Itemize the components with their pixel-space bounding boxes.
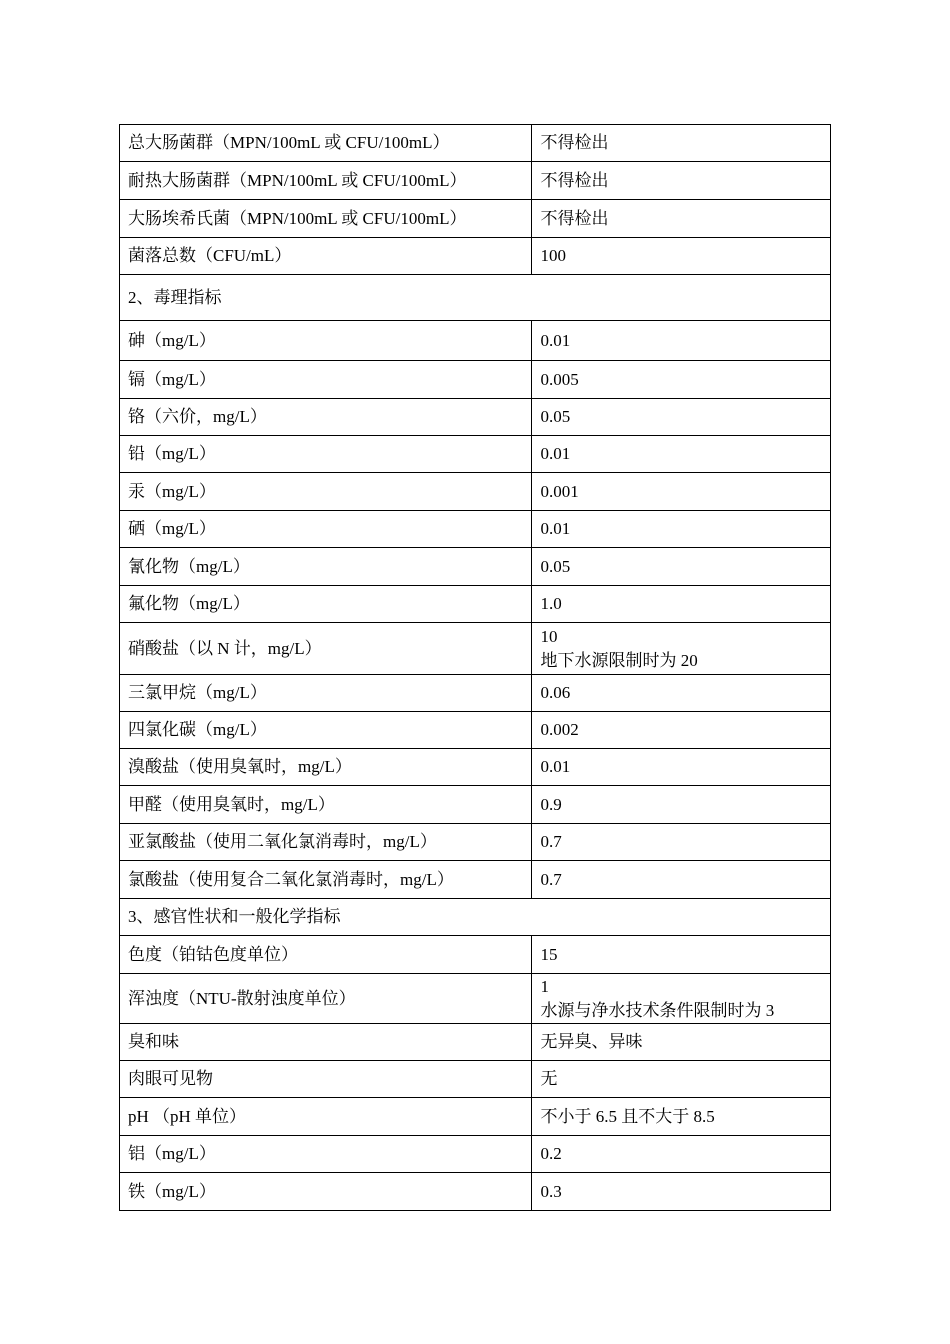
limit-value: 0.7: [532, 824, 831, 861]
limit-value: 0.01: [532, 321, 831, 361]
indicator-name: 浑浊度（NTU-散射浊度单位）: [120, 974, 532, 1024]
indicator-name: 甲醛（使用臭氧时，mg/L）: [120, 786, 532, 824]
table-row: [120, 974, 831, 1024]
section-row: [120, 899, 831, 936]
indicator-name: 硒（mg/L）: [120, 511, 532, 548]
table-row: [120, 586, 831, 623]
indicator-name: 镉（mg/L）: [120, 361, 532, 399]
indicator-name: 三氯甲烷（mg/L）: [120, 675, 532, 712]
table-row: [120, 1098, 831, 1136]
indicator-name: 大肠埃希氏菌（MPN/100mL 或 CFU/100mL）: [120, 200, 532, 238]
limit-value: 0.002: [532, 712, 831, 749]
limit-value: 0.05: [532, 548, 831, 586]
indicator-name: pH （pH 单位）: [120, 1098, 532, 1136]
limit-value-note: 地下水源限制时为 20: [540, 650, 698, 670]
section-title: 3、感官性状和一般化学指标: [120, 899, 831, 936]
limit-value: 0.05: [532, 399, 831, 436]
indicator-name: 砷（mg/L）: [120, 321, 532, 361]
table-row: [120, 321, 831, 361]
limit-value: 无异臭、异味: [532, 1024, 831, 1061]
water-quality-standard-table: [119, 124, 831, 1211]
table-row: [120, 473, 831, 511]
limit-value: 0.3: [532, 1173, 831, 1211]
indicator-name: 耐热大肠菌群（MPN/100mL 或 CFU/100mL）: [120, 162, 532, 200]
table-row: [120, 548, 831, 586]
limit-value: 0.7: [532, 861, 831, 899]
section-title: 2、毒理指标: [120, 275, 831, 321]
limit-value: 0.2: [532, 1136, 831, 1173]
limit-value: 0.001: [532, 473, 831, 511]
limit-value: 0.06: [532, 675, 831, 712]
indicator-name: 铬（六价，mg/L）: [120, 399, 532, 436]
table-row: [120, 200, 831, 238]
limit-value: 100: [532, 238, 831, 275]
limit-value: 1.0: [532, 586, 831, 623]
indicator-name: 汞（mg/L）: [120, 473, 532, 511]
table-row: [120, 361, 831, 399]
limit-value: 15: [532, 936, 831, 974]
table-row: [120, 824, 831, 861]
limit-value: 0.9: [532, 786, 831, 824]
section-row: [120, 275, 831, 321]
table-row: [120, 125, 831, 162]
table-row: [120, 712, 831, 749]
indicator-name: 铅（mg/L）: [120, 436, 532, 473]
indicator-name: 总大肠菌群（MPN/100mL 或 CFU/100mL）: [120, 125, 532, 162]
limit-value: [532, 623, 831, 675]
indicator-name: 氯酸盐（使用复合二氧化氯消毒时，mg/L）: [120, 861, 532, 899]
limit-value: 不小于 6.5 且不大于 8.5: [532, 1098, 831, 1136]
indicator-name: 铁（mg/L）: [120, 1173, 532, 1211]
table-row: [120, 749, 831, 786]
table-row: [120, 1136, 831, 1173]
indicator-name: 亚氯酸盐（使用二氧化氯消毒时，mg/L）: [120, 824, 532, 861]
table-row: [120, 786, 831, 824]
limit-value: 0.01: [532, 436, 831, 473]
table-row: [120, 238, 831, 275]
limit-value: 不得检出: [532, 162, 831, 200]
indicator-name: 色度（铂钴色度单位）: [120, 936, 532, 974]
table-row: [120, 1173, 831, 1211]
table-row: [120, 861, 831, 899]
indicator-name: 硝酸盐（以 N 计，mg/L）: [120, 623, 532, 675]
limit-value: 不得检出: [532, 125, 831, 162]
table-row: [120, 1061, 831, 1098]
table-row: [120, 675, 831, 712]
limit-value: 0.01: [532, 511, 831, 548]
limit-value: [532, 974, 831, 1024]
indicator-name: 菌落总数（CFU/mL）: [120, 238, 532, 275]
table-row: [120, 1024, 831, 1061]
indicator-name: 溴酸盐（使用臭氧时，mg/L）: [120, 749, 532, 786]
table-row: [120, 162, 831, 200]
indicator-name: 氰化物（mg/L）: [120, 548, 532, 586]
table-row: [120, 436, 831, 473]
indicator-name: 氟化物（mg/L）: [120, 586, 532, 623]
table-row: [120, 623, 831, 675]
limit-value: 无: [532, 1061, 831, 1098]
indicator-name: 铝（mg/L）: [120, 1136, 532, 1173]
limit-value-main: 10: [540, 626, 558, 646]
limit-value-main: 1: [540, 976, 549, 996]
table-row: [120, 399, 831, 436]
limit-value: 0.005: [532, 361, 831, 399]
limit-value-note: 水源与净水技术条件限制时为 3: [540, 1000, 775, 1020]
table-row: [120, 511, 831, 548]
indicator-name: 四氯化碳（mg/L）: [120, 712, 532, 749]
limit-value: 不得检出: [532, 200, 831, 238]
indicator-name: 臭和味: [120, 1024, 532, 1061]
indicator-name: 肉眼可见物: [120, 1061, 532, 1098]
table-row: [120, 936, 831, 974]
limit-value: 0.01: [532, 749, 831, 786]
